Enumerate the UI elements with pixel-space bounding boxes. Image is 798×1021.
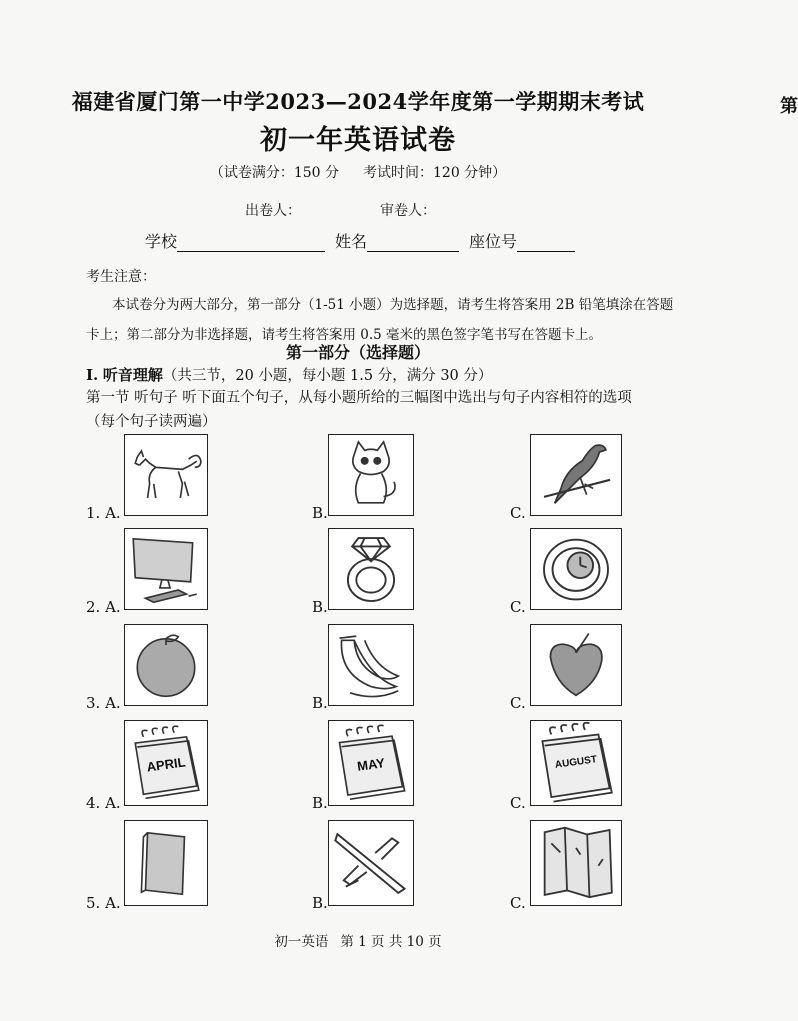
option-picture-3-c <box>530 624 622 706</box>
name-field[interactable] <box>367 235 459 252</box>
option-picture-3-b <box>328 624 414 706</box>
plane-icon <box>329 821 413 905</box>
edge-text: 第 <box>780 96 798 117</box>
strawberry-icon <box>531 625 621 705</box>
option-label: B. <box>312 794 328 812</box>
question-number-option-a <box>86 794 121 812</box>
computer-icon <box>125 529 207 609</box>
calendar-month-label: MAY <box>356 755 386 774</box>
option-picture-4-a <box>124 720 208 806</box>
option-label: A. <box>105 504 121 522</box>
option-picture-4-c <box>530 720 622 806</box>
notice-heading: 考生注意： <box>86 269 156 285</box>
option-label: C. <box>510 504 526 522</box>
option-picture-3-a <box>124 624 208 706</box>
option-label: C. <box>510 598 526 616</box>
orange-icon <box>125 625 207 705</box>
option-picture-2-c <box>530 528 622 610</box>
page-footer <box>0 930 716 950</box>
map-icon <box>531 821 621 905</box>
reviewer-label: 审卷人： <box>380 203 436 219</box>
school-label: 学校 <box>145 232 178 251</box>
option-picture-1-b <box>328 434 414 516</box>
watch-icon <box>531 529 621 609</box>
exam-title: 福建省厦门第一中学2023—2024学年度第一学期期末考试 <box>71 89 645 114</box>
seat-field[interactable] <box>517 235 575 252</box>
option-label: B. <box>312 504 328 522</box>
setter-label: 出卷人： <box>245 203 301 219</box>
section-name: 听音理解 <box>102 366 163 384</box>
ring-icon <box>329 529 413 609</box>
option-label: C. <box>510 894 526 912</box>
school-field[interactable] <box>177 235 325 252</box>
section-heading <box>86 364 492 385</box>
calendar-month-label: APRIL <box>145 754 187 775</box>
student-fields <box>145 229 585 252</box>
option-label: A. <box>105 794 121 812</box>
dog-icon <box>125 435 207 515</box>
option-picture-5-b <box>328 820 414 906</box>
full-marks: （试卷满分：150 分 <box>209 165 339 181</box>
option-picture-1-c <box>530 434 622 516</box>
option-label: B. <box>312 894 328 912</box>
question-number-option-a <box>86 598 121 616</box>
option-label: B. <box>312 694 328 712</box>
seat-label: 座位号 <box>469 232 518 251</box>
option-label: C. <box>510 694 526 712</box>
question-number: 1. <box>86 504 106 522</box>
question-number-option-a <box>86 694 121 712</box>
authors-line <box>245 200 515 220</box>
option-picture-1-a <box>124 434 208 516</box>
question-number: 4. <box>86 794 106 812</box>
footer-course: 初一英语 <box>274 934 329 950</box>
exam-subtitle: 初一年英语试卷 <box>260 125 456 156</box>
exam-time: 考试时间：120 分钟） <box>363 165 507 181</box>
cat-icon <box>329 435 413 515</box>
option-picture-5-a <box>124 820 208 906</box>
name-label: 姓名 <box>335 232 368 251</box>
notice-text: 本试卷分为两大部分，第一部分（1-51 小题）为选择题，请考生将答案用 2B 铅笔填涂在答题卡上；第二部分为非选择题，请考生将答案用 0.5 毫米的黑色签字笔书写在答题卡上。 <box>86 297 674 343</box>
question-number: 2. <box>86 598 106 616</box>
option-picture-4-b <box>328 720 414 806</box>
banana-icon <box>329 625 413 705</box>
part1-title: 第一部分（选择题） <box>285 343 430 362</box>
footer-page: 第 1 页 共 10 页 <box>340 934 442 950</box>
question-number-option-a <box>86 504 121 522</box>
bird-icon <box>531 435 621 515</box>
section-number: I. <box>86 366 99 384</box>
calendar-month-label: AUGUST <box>554 754 598 771</box>
option-picture-2-a <box>124 528 208 610</box>
subsection-heading: 第一节 听句子 听下面五个句子，从每小题所给的三幅图中选出与句子内容相符的选项（每个句子读两遍） <box>86 390 632 430</box>
question-number-option-a <box>86 894 121 912</box>
option-picture-2-b <box>328 528 414 610</box>
option-label: B. <box>312 598 328 616</box>
option-label: A. <box>105 894 121 912</box>
section-desc: （共三节，20 小题，每小题 1.5 分，满分 30 分） <box>162 368 493 384</box>
book-icon <box>125 821 207 905</box>
option-label: A. <box>105 598 121 616</box>
exam-info <box>0 162 716 182</box>
option-label: C. <box>510 794 526 812</box>
question-number: 5. <box>86 894 106 912</box>
option-label: A. <box>105 694 121 712</box>
option-picture-5-c <box>530 820 622 906</box>
question-number: 3. <box>86 694 106 712</box>
